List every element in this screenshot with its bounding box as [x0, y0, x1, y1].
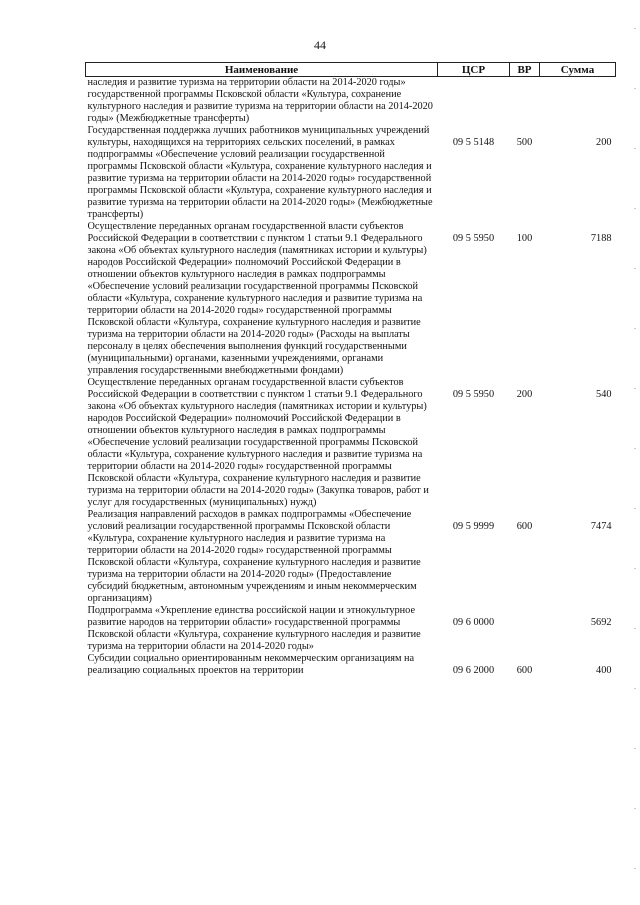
- table-row: [86, 653, 616, 677]
- row-vr: 600: [516, 665, 533, 676]
- row-csr: 09 5 5950: [452, 233, 495, 244]
- row-name: Осуществление переданных органам государственной власти субъектов Российской Федерации в соответствии с пунктом 1 статьи 9.1 Федерального закона «Об объектах культурного наследия (памятниках истории и культуры) народов Российской Федерации» полномочий Российской Федерации в отношении объектов культурного наследия в рамках подпрограммы «Обеспечение условий реализации государственной программы Псковской области «Культура, сохранение культурного наследия и развитие туризма на территории области на 2014-2020 годы» государственной программы Псковской области «Культура, сохранение культурного наследия и развитие туризма на территории области на 2014-2020 годы» (Закупка товаров, работ и услуг для государственных (муниципальных) нужд): [87, 377, 429, 508]
- row-name: Реализация направлений расходов в рамках подпрограммы «Обеспечение условий реализации государственной программы Псковской области «Культура, сохранение культурного наследия и развитие туризма на территории области на 2014-2020 годы» государственной программы Псковской области «Культура, сохранение культурного наследия и развитие туризма на территории области на 2014-2020 годы» (Предоставление субсидий бюджетным, автономным учреждениям и иным некоммерческим организациям): [87, 509, 421, 604]
- table-row: [86, 125, 616, 221]
- row-name: Субсидии социально ориентированным некоммерческим организациям на реализацию социальных проектов на территории: [87, 653, 415, 676]
- row-name: наследия и развитие туризма на территории области на 2014-2020 годы» государственной программы Псковской области «Культура, сохранение культурного наследия и развитие туризма на территории области на 2014-2020 годы» (Межбюджетные трансферты): [87, 77, 433, 124]
- row-sum: 7188: [590, 233, 612, 244]
- page-number: 44: [314, 38, 326, 52]
- row-vr: 100: [516, 233, 533, 244]
- header-sum: Сумма: [540, 63, 616, 77]
- table-body: [86, 77, 616, 678]
- header-name: Наименование: [86, 63, 438, 77]
- row-vr: 600: [516, 521, 533, 532]
- header-csr: ЦСР: [438, 63, 510, 77]
- header-vr: ВР: [510, 63, 540, 77]
- row-sum: 400: [596, 665, 612, 676]
- scan-edge-marks: [634, 0, 636, 905]
- row-vr: 500: [516, 137, 533, 148]
- table-row: [86, 77, 616, 126]
- row-csr: 09 5 5950: [452, 389, 495, 400]
- table-row: [86, 509, 616, 605]
- header-row: [86, 63, 616, 77]
- row-vr: [510, 77, 540, 126]
- row-vr: 200: [516, 389, 533, 400]
- row-name: Подпрограмма «Укрепление единства российской нации и этнокультурное развитие народов на территории области» государственной программы Псковской области «Культура, сохранение культурного наследия и развитие туризма на территории области на 2014-2020 годы»: [87, 605, 421, 652]
- row-sum: [540, 77, 616, 126]
- row-sum: 5692: [590, 617, 612, 628]
- table-row: [86, 377, 616, 509]
- row-csr: 09 6 2000: [452, 665, 495, 676]
- row-sum: 540: [596, 389, 612, 400]
- table-row: [86, 221, 616, 377]
- row-csr: 09 5 5148: [452, 137, 495, 148]
- row-sum: 200: [596, 137, 612, 148]
- row-name: Осуществление переданных органам государственной власти субъектов Российской Федерации в соответствии с пунктом 1 статьи 9.1 Федерального закона «Об объектах культурного наследия (памятниках истории и культуры) народов Российской Федерации» полномочий Российской Федерации в отношении объектов культурного наследия в рамках подпрограммы «Обеспечение условий реализации государственной программы Псковской области «Культура, сохранение культурного наследия и развитие туризма на территории области на 2014-2020 годы» государственной программы Псковской области «Культура, сохранение культурного наследия и развитие туризма на территории области на 2014-2020 годы» (Расходы на выплаты персоналу в целях обеспечения выполнения функций государственными (муниципальными) органами, казенными учреждениями, органами управления государственными внебюджетными фондами): [87, 221, 427, 376]
- budget-table: [85, 62, 616, 677]
- row-name: Государственная поддержка лучших работников муниципальных учреждений культуры, находящихся на территориях сельских поселений, в рамках подпрограммы «Обеспечение условий реализации государственной программы Псковской области «Культура, сохранение культурного наследия и развитие туризма на территории области на 2014-2020 годы» государственной программы Псковской области «Культура, сохранение культурного наследия и развитие туризма на территории области на 2014-2020 годы» (Межбюджетные трансферты): [87, 125, 433, 220]
- row-sum: 7474: [590, 521, 612, 532]
- row-csr: 09 5 9999: [452, 521, 495, 532]
- table-header: [86, 63, 616, 77]
- row-csr: [438, 77, 510, 126]
- row-vr: [510, 605, 540, 653]
- row-csr: 09 6 0000: [452, 617, 495, 628]
- table-row: [86, 605, 616, 653]
